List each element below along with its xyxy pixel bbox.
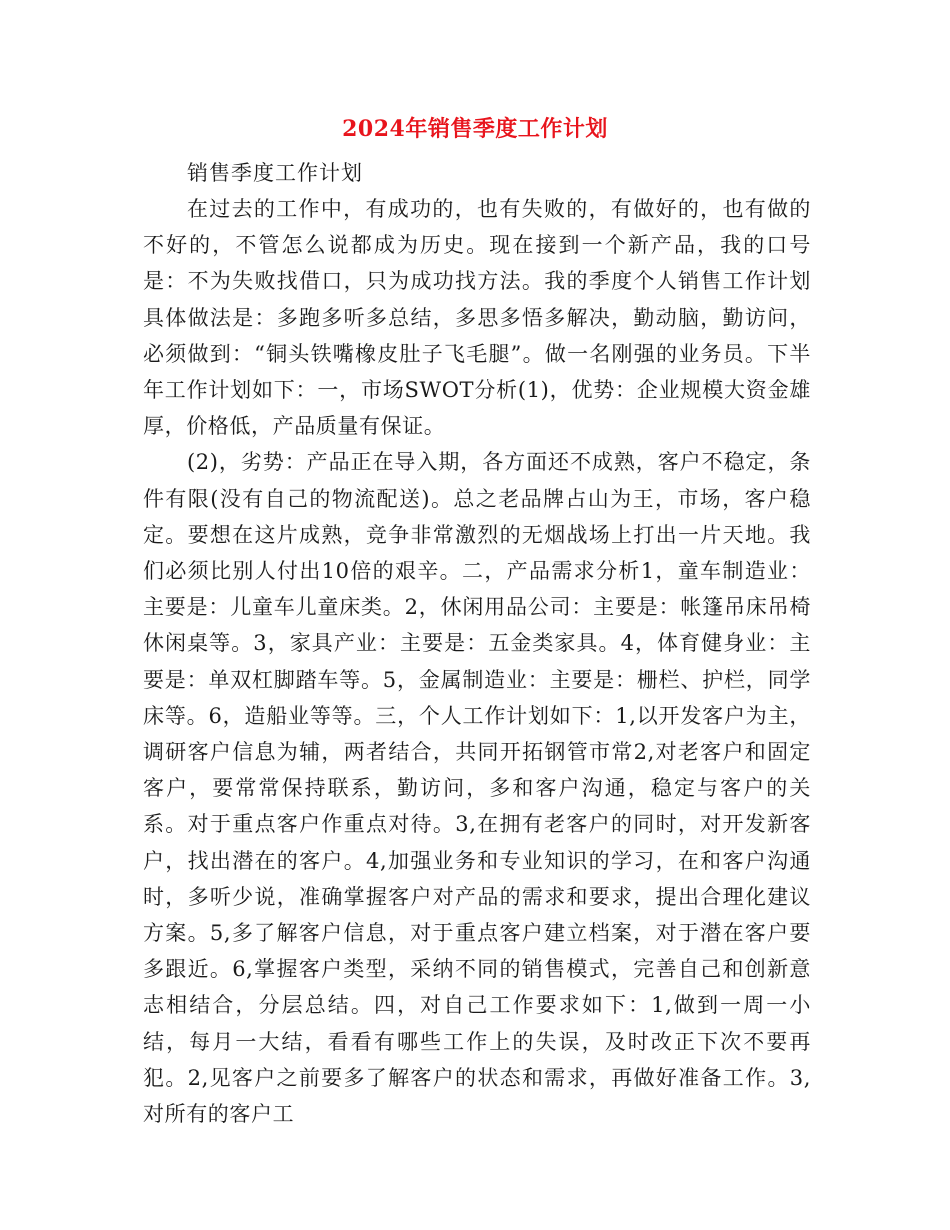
document-title: 2024年销售季度工作计划 [342, 116, 608, 142]
document-subtitle: 销售季度工作计划 [187, 161, 363, 185]
paragraph: 在过去的工作中，有成功的，也有失败的，有做好的，也有做的不好的，不管怎么说都成为历史。现在接到一个新产品，我的口号是：不为失败找借口，只为成功找方法。我的季度个人销售工作计划具体做法是：多跑多听多总结，多思多悟多解决，勤动脑，勤访问，必须做到：“铜头铁嘴橡皮肚子飞毛腿”。做一名刚强的业务员。下半年工作计划如下：一，市场SWOT分析(1)，优势：企业规模大资金雄厚，价格低，产品质量有保证。 [143, 197, 811, 439]
document-body [143, 156, 811, 1132]
paragraph: (2)，劣势：产品正在导入期，各方面还不成熟，客户不稳定，条件有限(没有自己的物流配送)。总之老品牌占山为王，市场，客户稳定。要想在这片成熟，竞争非常激烈的无烟战场上打出一片天地。我们必须比别人付出10倍的艰辛。二，产品需求分析1，童车制造业：主要是：儿童车儿童床类。2，休闲用品公司：主要是：帐篷吊床吊椅休闲桌等。3，家具产业：主要是：五金类家具。4，体育健身业：主要是：单双杠脚踏车等。5，金属制造业：主要是：栅栏、护栏，同学床等。6，造船业等等。三，个人工作计划如下：1,以开发客户为主，调研客户信息为辅，两者结合，共同开拓钢管市常2,对老客户和固定客户，要常常保持联系，勤访问，多和客户沟通，稳定与客户的关系。对于重点客户作重点对待。3,在拥有老客户的同时，对开发新客户，找出潜在的客户。4,加强业务和专业知识的学习，在和客户沟通时，多听少说，准确掌握客户对产品的需求和要求，提出合理化建议方案。5,多了解客户信息，对于重点客户建立档案，对于潜在客户要多跟近。6,掌握客户类型，采纳不同的销售模式，完善自己和创新意志相结合，分层总结。四，对自己工作要求如下：1,做到一周一小结，每月一大结，看看有哪些工作上的失误，及时改正下次不要再犯。2,见客户之前要多了解客户的状态和需求，再做好准备工作。3,对所有的客户工 [143, 450, 811, 1127]
